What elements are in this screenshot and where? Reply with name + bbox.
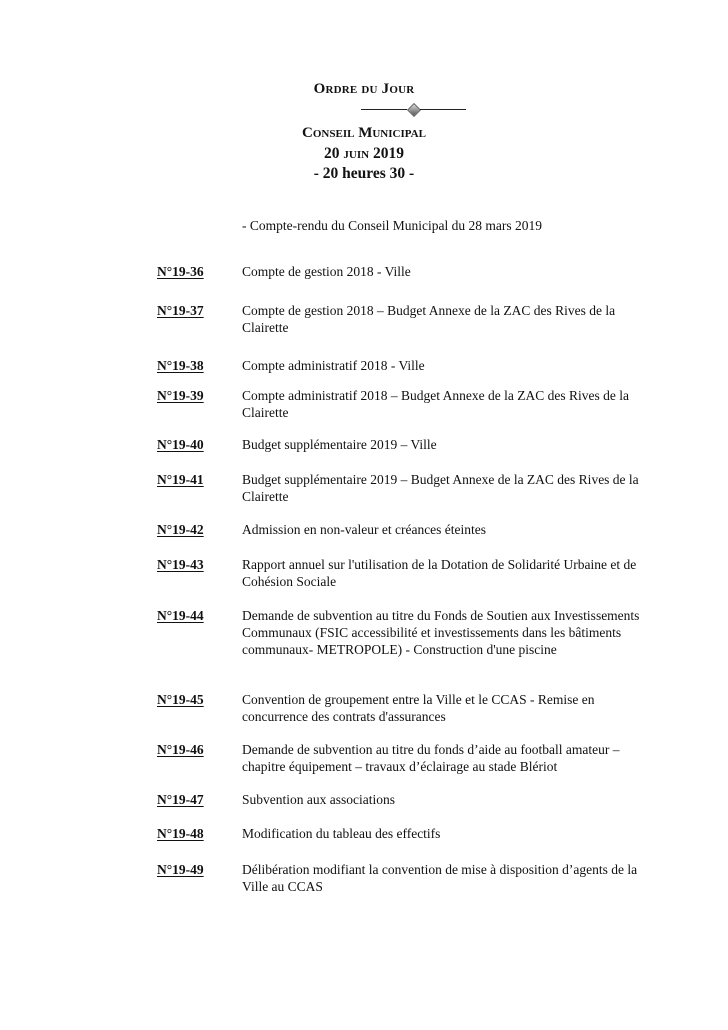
item-text: Budget supplémentaire 2019 – Ville bbox=[242, 437, 437, 452]
item-number: N°19-43 bbox=[157, 557, 204, 572]
item-text: Demande de subvention au titre du Fonds de Soutien aux Investissements Communaux (FSIC accessibilité et investissements dans les bâtiments communaux- METROPOLE) - Construction d'une piscine bbox=[242, 608, 640, 657]
item-text: Rapport annuel sur l'utilisation de la Dotation de Solidarité Urbaine et de Cohésion Sociale bbox=[242, 557, 637, 589]
meeting-time: - 20 heures 30 - bbox=[313, 165, 415, 182]
item-text: Budget supplémentaire 2019 – Budget Annexe de la ZAC des Rives de la Clairette bbox=[242, 472, 639, 504]
item-number: N°19-45 bbox=[157, 692, 204, 707]
council-heading: Conseil Municipal bbox=[302, 125, 426, 141]
item-text: Modification du tableau des effectifs bbox=[242, 826, 441, 841]
item-number: N°19-44 bbox=[157, 608, 204, 623]
item-text: Délibération modifiant la convention de mise à disposition d’agents de la Ville au CCAS bbox=[242, 862, 638, 894]
item-number: N°19-47 bbox=[157, 792, 204, 807]
item-number: N°19-40 bbox=[157, 437, 204, 452]
divider-line-left bbox=[361, 109, 407, 110]
item-number: N°19-48 bbox=[157, 826, 204, 841]
item-text: Compte administratif 2018 – Budget Annexe de la ZAC des Rives de la Clairette bbox=[242, 388, 629, 420]
meeting-date bbox=[0, 145, 728, 163]
item-number: N°19-42 bbox=[157, 522, 204, 537]
date-year: 2019 bbox=[372, 145, 404, 162]
item-text: Convention de groupement entre la Ville et le CCAS - Remise en concurrence des contrats d'assurances bbox=[242, 692, 595, 724]
minutes-approval-line: - Compte-rendu du Conseil Municipal du 28 mars 2019 bbox=[242, 218, 542, 233]
item-text: Compte administratif 2018 - Ville bbox=[242, 358, 425, 373]
item-number: N°19-46 bbox=[157, 742, 204, 757]
item-number: N°19-37 bbox=[157, 303, 204, 318]
diamond-ornament-icon bbox=[407, 103, 421, 117]
item-number: N°19-39 bbox=[157, 388, 204, 403]
item-text: Compte de gestion 2018 – Budget Annexe de la ZAC des Rives de la Clairette bbox=[242, 303, 616, 335]
ornamental-divider bbox=[361, 104, 466, 116]
item-text: Admission en non-valeur et créances éteintes bbox=[242, 522, 487, 537]
item-number: N°19-41 bbox=[157, 472, 204, 487]
item-number: N°19-49 bbox=[157, 862, 204, 877]
document-title: Ordre du Jour bbox=[313, 81, 415, 97]
item-text: Compte de gestion 2018 - Ville bbox=[242, 264, 411, 279]
item-number: N°19-38 bbox=[157, 358, 204, 373]
item-number: N°19-36 bbox=[157, 264, 204, 279]
date-day: 20 bbox=[324, 145, 340, 162]
date-month: juin bbox=[343, 145, 370, 162]
item-text: Demande de subvention au titre du fonds d’aide au football amateur – chapitre équipement – travaux d’éclairage au stade Blériot bbox=[242, 742, 620, 774]
item-text: Subvention aux associations bbox=[242, 792, 395, 807]
divider-line-right bbox=[420, 109, 466, 110]
